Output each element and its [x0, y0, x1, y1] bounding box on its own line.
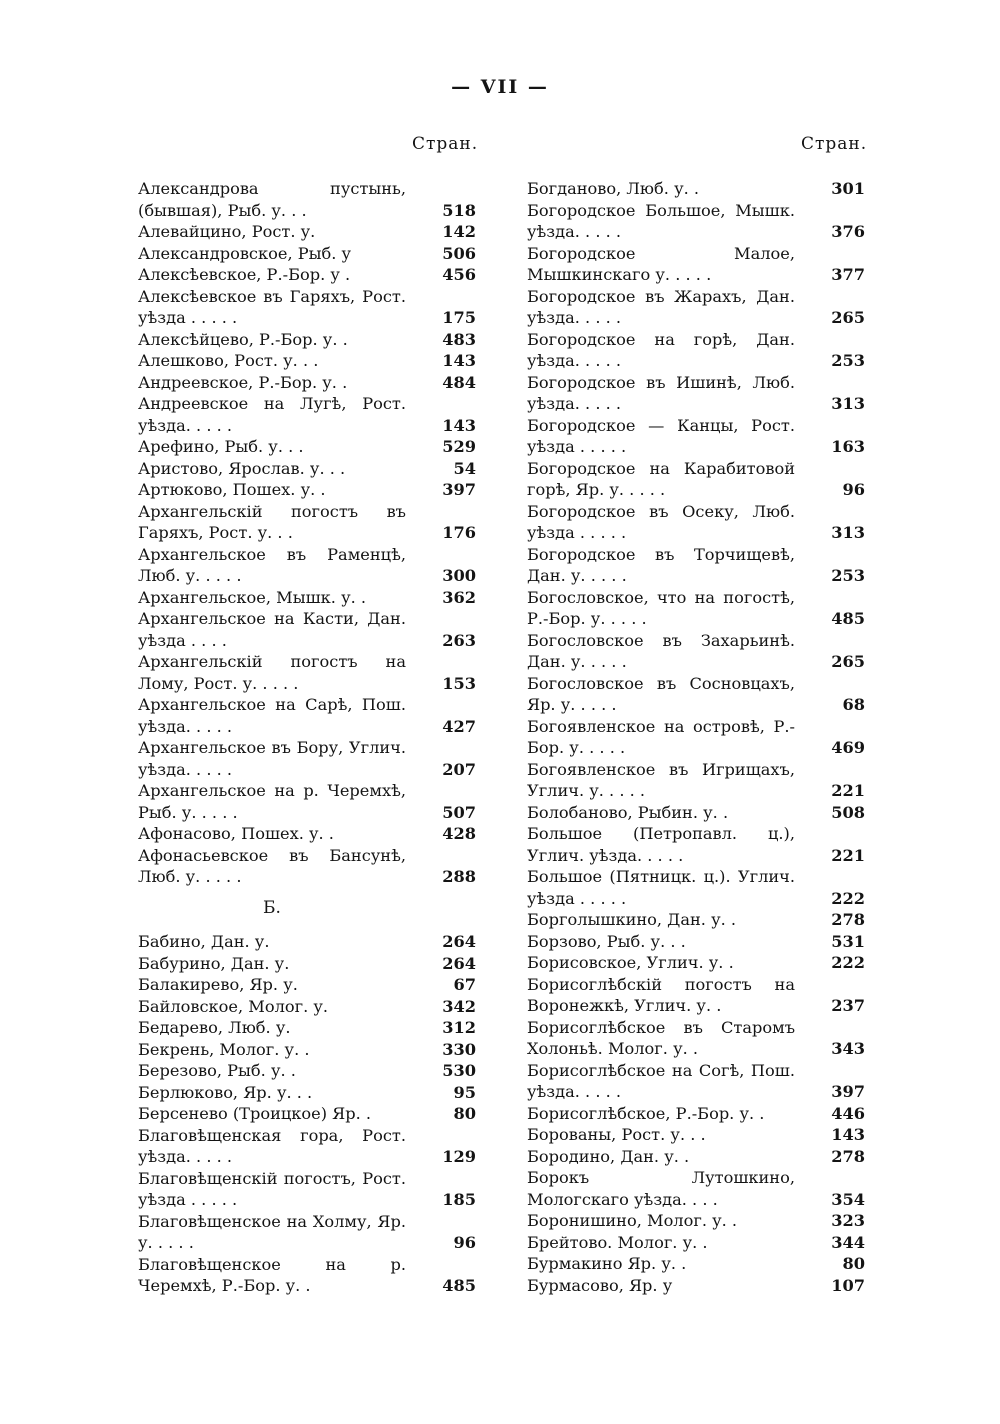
index-entry — [527, 1060, 865, 1103]
left-column-header: Стран. — [412, 134, 479, 154]
entry-place-name: Берсенево (Троицкое) Яр. . — [138, 1104, 372, 1123]
entry-place-name: Богданово, Люб. у. . — [527, 179, 700, 198]
index-entry — [527, 1017, 865, 1060]
entry-page-number: 427 — [442, 716, 476, 736]
entry-place-name: Борзово, Рыб. у. . . — [527, 931, 686, 951]
entry-page-number: 237 — [831, 996, 865, 1015]
entry-place-name: Берлюково, Яр. у. . . — [138, 1082, 313, 1102]
entry-page-number: 222 — [831, 953, 865, 972]
entry-place-name: Болобаново, Рыбин. у. . — [527, 802, 729, 822]
entry-place-name: Александрова пустынь, (бывшая), Рыб. у. . . — [138, 179, 406, 220]
index-entry — [527, 909, 865, 931]
entry-place-name: Афонасьевское въ Бансунѣ, Люб. у. . . . . — [138, 845, 406, 886]
index-entry — [527, 1167, 865, 1210]
entry-place-name: Богородское Малое, Мышкинскаго у. . . . . — [527, 243, 795, 284]
index-entry — [138, 1211, 476, 1254]
entry-page-number: 428 — [442, 824, 476, 843]
entry-page-number: 265 — [831, 308, 865, 327]
entries-b-list — [138, 931, 476, 1297]
entry-page-number: 96 — [842, 480, 865, 499]
index-entry — [138, 264, 476, 286]
index-entry — [527, 974, 865, 1017]
entry-page-number: 163 — [831, 437, 865, 456]
entry-place-name: Бедарево, Люб. у. — [138, 1018, 291, 1037]
entry-place-name: Алексѣйцево, Р.-Бор. у. . — [138, 329, 348, 349]
index-entry — [138, 974, 476, 996]
entry-place-name: Богословское, что на погостѣ, Р.-Бор. у. . . . . — [527, 587, 795, 628]
entry-place-name: Богословское въ Захарьинѣ. Дан. у. . . . . — [527, 630, 795, 671]
entry-page-number: 96 — [453, 1233, 476, 1252]
index-entry — [527, 415, 865, 458]
entry-place-name: Брейтово. Молог. у. . — [527, 1232, 708, 1252]
entry-page-number: 129 — [442, 1147, 476, 1166]
entry-page-number: 508 — [831, 802, 865, 822]
entry-place-name: Борованы, Рост. у. . . — [527, 1125, 706, 1144]
entry-place-name: Бабурино, Дан. у. — [138, 953, 290, 973]
index-entry — [138, 953, 476, 975]
entry-place-name: Архангельское на р. Черемхѣ, Рыб. у. . . . . — [138, 781, 406, 822]
entry-page-number: 80 — [453, 1104, 476, 1123]
entry-page-number: 264 — [442, 932, 476, 951]
entry-page-number: 362 — [442, 587, 476, 607]
entry-page-number: 221 — [831, 781, 865, 800]
entry-page-number: 54 — [453, 458, 476, 478]
index-entry — [527, 1275, 865, 1297]
index-entry — [138, 651, 476, 694]
entry-page-number: 313 — [831, 523, 865, 542]
entry-place-name: Богоявленское въ Игрищахъ, Углич. у. . . . . — [527, 759, 795, 800]
index-entry — [527, 716, 865, 759]
entry-page-number: 143 — [442, 415, 476, 435]
index-entry — [138, 1060, 476, 1082]
entry-place-name: Богоявленское на островѣ, Р.-Бор. у. . . . . — [527, 716, 795, 757]
entry-place-name: Большое (Петропавл. ц.), Углич. уѣзда. . . . . — [527, 824, 795, 865]
entries-a-list — [138, 178, 476, 888]
entry-page-number: 531 — [831, 931, 865, 951]
index-entry — [138, 780, 476, 823]
index-entry — [527, 673, 865, 716]
entry-page-number: 343 — [831, 1039, 865, 1058]
section-letter-b: Б. — [263, 897, 281, 918]
entry-page-number: 80 — [842, 1254, 865, 1273]
entry-page-number: 456 — [442, 265, 476, 284]
index-entry — [138, 243, 476, 265]
entry-page-number: 330 — [442, 1039, 476, 1059]
entry-page-number: 253 — [831, 566, 865, 585]
index-entry — [138, 694, 476, 737]
entry-place-name: Богословское въ Сосновцахъ, Яр. у. . . . . — [527, 673, 795, 714]
entry-page-number: 207 — [442, 759, 476, 779]
entry-place-name: Бурмакино Яр. у. . — [527, 1254, 687, 1273]
index-entry — [138, 1168, 476, 1211]
entry-place-name: Борисовское, Углич. у. . — [527, 953, 734, 972]
index-entry — [138, 1125, 476, 1168]
entry-place-name: Борисоглѣбское на Согѣ, Пош. уѣзда. . . . . — [527, 1060, 795, 1101]
entry-place-name: Богородское въ Осеку, Люб. уѣзда . . . . . — [527, 501, 795, 542]
entry-page-number: 263 — [442, 630, 476, 650]
entry-page-number: 507 — [442, 802, 476, 822]
entry-page-number: 354 — [831, 1189, 865, 1209]
index-entry — [527, 372, 865, 415]
entry-place-name: Алексѣевское въ Гаряхъ, Рост. уѣзда . . . . . — [138, 286, 406, 327]
index-entry — [527, 587, 865, 630]
index-entry — [527, 1210, 865, 1232]
index-entry — [527, 1253, 865, 1275]
entry-page-number: 484 — [442, 372, 476, 392]
entry-place-name: Алексѣевское, Р.-Бор. у . — [138, 265, 351, 284]
entry-place-name: Борголышкино, Дан. у. . — [527, 910, 737, 929]
entry-page-number: 506 — [442, 243, 476, 263]
entry-page-number: 67 — [453, 975, 476, 994]
index-entry — [527, 1146, 865, 1168]
entry-place-name: Богородское въ Жарахъ, Дан. уѣзда. . . . . — [527, 286, 795, 327]
entry-place-name: Березово, Рыб. у. . — [138, 1061, 296, 1080]
entry-place-name: Архангельское, Мышк. у. . — [138, 587, 367, 607]
entry-place-name: Арефино, Рыб. у. . . — [138, 437, 304, 456]
index-entry — [138, 1039, 476, 1061]
index-entry — [138, 1017, 476, 1039]
entry-place-name: Борокъ Лутошкино, Мологскаго уѣзда. . . . — [527, 1168, 795, 1209]
index-entry — [527, 1103, 865, 1125]
index-entry — [527, 952, 865, 974]
index-entry — [527, 178, 865, 200]
index-entry — [138, 501, 476, 544]
index-entry — [138, 931, 476, 953]
entry-place-name: Богородское на горѣ, Дан. уѣзда. . . . . — [527, 329, 795, 370]
index-entry — [138, 221, 476, 243]
entry-page-number: 278 — [831, 910, 865, 929]
entry-page-number: 469 — [831, 738, 865, 757]
entry-page-number: 485 — [831, 609, 865, 628]
entry-page-number: 446 — [831, 1103, 865, 1123]
entry-place-name: Архангельское въ Раменцѣ, Люб. у. . . . . — [138, 544, 406, 585]
entry-page-number: 264 — [442, 953, 476, 973]
entry-place-name: Бородино, Дан. у. . — [527, 1146, 690, 1166]
entry-page-number: 142 — [442, 222, 476, 241]
entry-place-name: Борисоглѣбскій погостъ на Воронежкѣ, Углич. у. . — [527, 974, 795, 1015]
index-entry — [527, 1124, 865, 1146]
entries-right-list — [527, 178, 865, 1296]
entry-page-number: 313 — [831, 394, 865, 413]
entry-page-number: 518 — [442, 200, 476, 220]
entry-place-name: Афонасово, Пошех. у. . — [138, 824, 334, 843]
left-index-column — [138, 178, 476, 1297]
entry-place-name: Благовѣщенская гора, Рост. уѣзда. . . . . — [138, 1125, 406, 1166]
index-entry — [138, 608, 476, 651]
index-entry — [527, 630, 865, 673]
entry-place-name: Архангельскій погостъ въ Гаряхъ, Рост. у. . . — [138, 501, 406, 542]
index-entry — [527, 802, 865, 824]
index-entry — [138, 544, 476, 587]
entry-page-number: 278 — [831, 1146, 865, 1166]
entry-page-number: 530 — [442, 1061, 476, 1080]
entry-place-name: Богородское — Канцы, Рост. уѣзда . . . . . — [527, 415, 795, 456]
entry-page-number: 222 — [831, 888, 865, 908]
entry-page-number: 143 — [442, 351, 476, 370]
entry-place-name: Богородское въ Ишинѣ, Люб. уѣзда. . . . . — [527, 372, 795, 413]
entry-place-name: Борисоглѣбское, Р.-Бор. у. . — [527, 1103, 765, 1123]
entry-place-name: Артюково, Пошех. у. . — [138, 480, 326, 499]
index-entry — [138, 737, 476, 780]
index-entry — [527, 501, 865, 544]
entry-page-number: 483 — [442, 329, 476, 349]
index-entry — [138, 178, 476, 221]
right-column-header: Стран. — [801, 134, 868, 154]
entry-page-number: 95 — [453, 1082, 476, 1102]
entry-place-name: Байловское, Молог. у. — [138, 996, 329, 1016]
entry-page-number: 143 — [831, 1125, 865, 1144]
entry-page-number: 221 — [831, 845, 865, 865]
index-entry — [138, 996, 476, 1018]
entry-page-number: 376 — [831, 222, 865, 241]
entry-place-name: Аристово, Ярослав. у. . . — [138, 458, 346, 478]
entry-place-name: Богородское Большое, Мышк. уѣзда. . . . . — [527, 200, 795, 241]
entry-page-number: 485 — [442, 1276, 476, 1295]
entry-page-number: 397 — [442, 480, 476, 499]
entry-page-number: 107 — [831, 1275, 865, 1295]
index-entry — [527, 200, 865, 243]
index-entry — [527, 544, 865, 587]
entry-page-number: 300 — [442, 566, 476, 585]
index-entry — [138, 1082, 476, 1104]
index-entry — [527, 286, 865, 329]
entry-page-number: 253 — [831, 351, 865, 370]
index-entry — [138, 329, 476, 351]
index-entry — [527, 329, 865, 372]
entry-place-name: Благовѣщенскій погостъ, Рост. уѣзда . . . . . — [138, 1168, 406, 1209]
index-entry — [138, 350, 476, 372]
entry-place-name: Благовѣщенское на Холму, Яр. у. . . . . — [138, 1211, 406, 1252]
index-entry — [138, 393, 476, 436]
entry-place-name: Александровское, Рыб. у — [138, 243, 352, 263]
entry-place-name: Богородское на Карабитовой горѣ, Яр. у. . . . . — [527, 458, 795, 499]
page-number-header: — VII — — [451, 76, 549, 98]
entry-place-name: Боронишино, Молог. у. . — [527, 1211, 738, 1230]
entry-place-name: Андреевское, Р.-Бор. у. . — [138, 372, 348, 392]
entry-page-number: 175 — [442, 308, 476, 327]
index-entry — [138, 479, 476, 501]
entry-page-number: 153 — [442, 673, 476, 693]
index-entry — [527, 866, 865, 909]
index-entry — [138, 372, 476, 394]
index-entry — [138, 823, 476, 845]
entry-place-name: Бекрень, Молог. у. . — [138, 1039, 310, 1059]
entry-place-name: Андреевское на Лугѣ, Рост. уѣзда. . . . . — [138, 394, 406, 435]
right-index-column — [527, 178, 865, 1296]
index-entry — [138, 286, 476, 329]
index-entry — [527, 759, 865, 802]
entry-page-number: 377 — [831, 265, 865, 284]
entry-place-name: Большое (Пятницк. ц.). Углич. уѣзда . . . . . — [527, 867, 795, 908]
index-entry — [527, 1232, 865, 1254]
entry-page-number: 176 — [442, 523, 476, 542]
index-entry — [138, 458, 476, 480]
entry-place-name: Архангельское на Касти, Дан. уѣзда . . . . — [138, 609, 406, 650]
entry-page-number: 323 — [831, 1211, 865, 1230]
index-entry — [138, 587, 476, 609]
index-entry — [527, 458, 865, 501]
entry-place-name: Балакирево, Яр. у. — [138, 975, 298, 994]
entry-place-name: Бурмасово, Яр. у — [527, 1275, 673, 1295]
entry-page-number: 265 — [831, 652, 865, 671]
index-entry — [138, 845, 476, 888]
entry-place-name: Алевайцино, Рост. у. — [138, 222, 316, 241]
index-entry — [138, 436, 476, 458]
entry-page-number: 312 — [442, 1018, 476, 1037]
entry-page-number: 288 — [442, 867, 476, 886]
index-entry — [138, 1254, 476, 1297]
entry-page-number: 185 — [442, 1190, 476, 1209]
entry-place-name: Борисоглѣбское въ Старомъ Холоньѣ. Молог. у. . — [527, 1017, 795, 1058]
entry-page-number: 529 — [442, 437, 476, 456]
entry-place-name: Благовѣщенское на р. Черемхѣ, Р.-Бор. у. . — [138, 1254, 406, 1295]
entry-place-name: Архангельское въ Бору, Углич. уѣзда. . . . . — [138, 738, 406, 779]
index-entry — [527, 243, 865, 286]
entry-page-number: 344 — [831, 1232, 865, 1252]
entry-page-number: 301 — [831, 179, 865, 198]
entry-place-name: Богородское въ Торчищевѣ, Дан. у. . . . . — [527, 544, 795, 585]
entry-page-number: 68 — [842, 695, 865, 714]
index-entry — [138, 1103, 476, 1125]
entry-page-number: 342 — [442, 996, 476, 1016]
entry-place-name: Алешково, Рост. у. . . — [138, 351, 319, 370]
index-entry — [527, 931, 865, 953]
entry-place-name: Бабино, Дан. у. — [138, 932, 270, 951]
entry-place-name: Архангельское на Сарѣ, Пош. уѣзда. . . . . — [138, 695, 406, 736]
entry-place-name: Архангельскій погостъ на Лому, Рост. у. . . . . — [138, 652, 406, 693]
entry-page-number: 397 — [831, 1082, 865, 1101]
index-entry — [527, 823, 865, 866]
